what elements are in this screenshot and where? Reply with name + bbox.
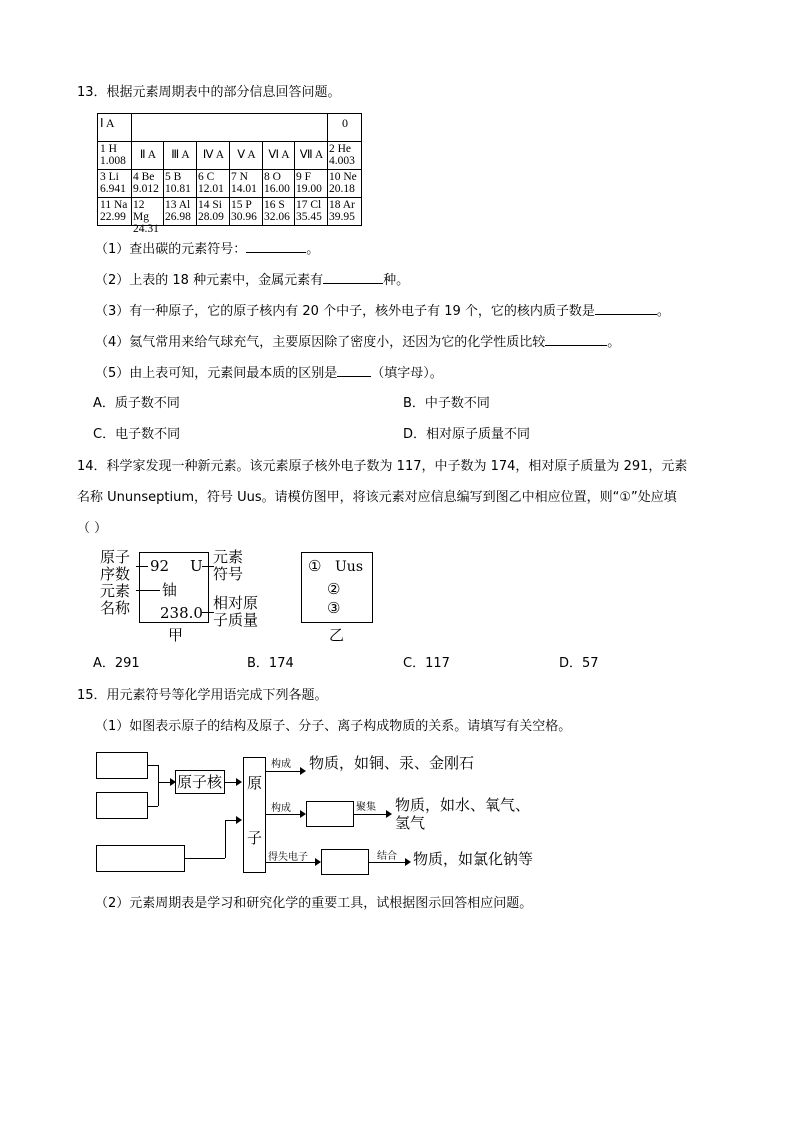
label-element-name-1: 元素 [100, 582, 131, 600]
q15-sub1: （1）如图表示原子的结构及原子、分子、离子构成物质的关系。请填写有关空格。 [95, 719, 572, 734]
element-na: 11 Na 22.99 [100, 199, 128, 223]
q13-title: 13．根据元素周期表中的部分信息回答问题。 [77, 85, 341, 100]
q14-option-c[interactable]: C．117 [403, 656, 450, 671]
atom-label-2: 子 [247, 829, 263, 847]
q13-answer-blank-1[interactable] [246, 240, 306, 253]
caption-yi: 乙 [329, 626, 345, 644]
q13-answer-blank-3[interactable] [595, 302, 657, 315]
q13-option-a[interactable]: A．质子数不同 [93, 396, 180, 411]
q14-option-b[interactable]: B．174 [247, 656, 294, 671]
atom-label-1: 原 [247, 774, 263, 792]
element-f: 9 F 19.00 [296, 171, 322, 195]
placeholder-2: ② [327, 580, 341, 598]
blank-box-neutron[interactable] [96, 792, 148, 819]
q13-answer-blank-4[interactable] [545, 333, 607, 346]
group-iia-label: Ⅱ A [139, 149, 157, 161]
element-mg: 12 Mg 24.31 [133, 199, 159, 235]
element-be: 4 Be 9.012 [133, 171, 159, 195]
arrow-label-gather: 聚集 [356, 802, 376, 813]
element-cl: 17 Cl 35.45 [296, 199, 322, 223]
element-ar: 18 Ar 39.95 [329, 199, 355, 223]
q15-sub2: （2）元素周期表是学习和研究化学的重要工具，试根据图示回答相应问题。 [95, 896, 533, 911]
blank-box-molecule[interactable] [306, 801, 354, 827]
caption-jia: 甲 [168, 626, 184, 644]
element-n: 7 N 14.01 [231, 171, 257, 195]
label-element-symbol-1: 元素 [213, 548, 244, 566]
q13-sub3: （3）有一种原子，它的原子核内有 20 个中子，核外电子有 19 个，它的核内质子数是 。 [95, 304, 670, 319]
q13-answer-blank-5[interactable] [337, 364, 371, 377]
arrow-label-constitute-2: 构成 [271, 803, 291, 814]
uranium-number: 92 [150, 557, 170, 575]
uranium-name: 铀 [162, 581, 178, 599]
q14-answer-bracket: （ ） [77, 521, 108, 536]
element-o: 8 O 16.00 [264, 171, 290, 195]
blank-box-electron[interactable] [96, 845, 185, 872]
substance-example-2a: 物质，如水、氧气、 [395, 796, 531, 814]
element-s: 16 S 32.06 [264, 199, 290, 223]
label-element-name-2: 名称 [100, 599, 131, 617]
substance-example-3: 物质，如氯化钠等 [413, 850, 534, 868]
q13-sub4: （4）氦气常用来给气球充气，主要原因除了密度小，还因为它的化学性质比较 。 [95, 335, 621, 350]
uranium-mass: 238.0 [160, 604, 203, 622]
element-ne: 10 Ne 20.18 [329, 171, 357, 195]
element-al: 13 Al 26.98 [165, 199, 191, 223]
element-he: 2 He 4.003 [329, 143, 355, 167]
q15-title: 15．用元素符号等化学用语完成下列各题。 [77, 688, 328, 703]
label-relative-mass-2: 子质量 [213, 611, 259, 629]
q14-text-line2: 名称 Ununseptium，符号 Uus。请模仿图甲，将该元素对应信息编写到图乙中相应位置，则“①”处应填 [77, 490, 677, 505]
arrow-label-constitute-1: 构成 [271, 759, 291, 770]
group-0-label: 0 [342, 116, 348, 130]
group-va-label: Ⅴ A [237, 149, 256, 161]
element-p: 15 P 30.96 [231, 199, 257, 223]
element-li: 3 Li 6.941 [100, 171, 126, 195]
q13-sub5: （5）由上表可知，元素间最本质的区别是 （填字母）。 [95, 366, 443, 381]
periodic-table [97, 113, 362, 235]
placeholder-3: ③ [327, 599, 341, 617]
element-c: 6 C 12.01 [198, 171, 224, 195]
label-relative-mass-1: 相对原 [213, 594, 259, 612]
group-ia-label: Ⅰ A [100, 116, 115, 130]
uranium-symbol: U [190, 557, 203, 575]
q13-option-d[interactable]: D．相对原子质量不同 [403, 427, 531, 442]
element-h: 1 H 1.008 [100, 143, 126, 167]
label-atomic-number-2: 序数 [100, 565, 131, 583]
substance-example-1: 物质，如铜、汞、金刚石 [309, 754, 475, 772]
q14-text-line1: 14．科学家发现一种新元素。该元素原子核外电子数为 117，中子数为 174，相对原子质量为 291，元素 [77, 459, 688, 474]
blank-box-ion[interactable] [321, 849, 369, 875]
substance-example-2b: 氢气 [395, 814, 426, 832]
q13-sub2: （2）上表的 18 种元素中，金属元素有 种。 [95, 273, 410, 288]
q13-option-b[interactable]: B．中子数不同 [403, 396, 490, 411]
blank-box-proton[interactable] [96, 752, 148, 779]
nucleus-label: 原子核 [177, 773, 223, 791]
label-atomic-number-1: 原子 [100, 548, 131, 566]
group-viia-label: Ⅶ A [299, 149, 324, 161]
group-iiia-label: Ⅲ A [171, 149, 190, 161]
arrow-label-combine: 结合 [377, 851, 397, 862]
q14-option-a[interactable]: A．291 [93, 656, 140, 671]
label-element-symbol-2: 符号 [213, 565, 244, 583]
q13-option-c[interactable]: C．电子数不同 [93, 427, 181, 442]
element-b: 5 B 10.81 [165, 171, 191, 195]
q13-sub1: （1）查出碳的元素符号： 。 [95, 242, 320, 257]
element-si: 14 Si 28.09 [198, 199, 224, 223]
group-iva-label: Ⅳ A [202, 149, 225, 161]
uus-symbol: Uus [335, 559, 363, 575]
q13-answer-blank-2[interactable] [323, 271, 383, 284]
arrow-label-gain-lose-electron: 得失电子 [268, 852, 308, 863]
q14-option-d[interactable]: D．57 [559, 656, 599, 671]
group-via-label: Ⅵ A [268, 149, 290, 161]
placeholder-1: ① [308, 557, 322, 575]
